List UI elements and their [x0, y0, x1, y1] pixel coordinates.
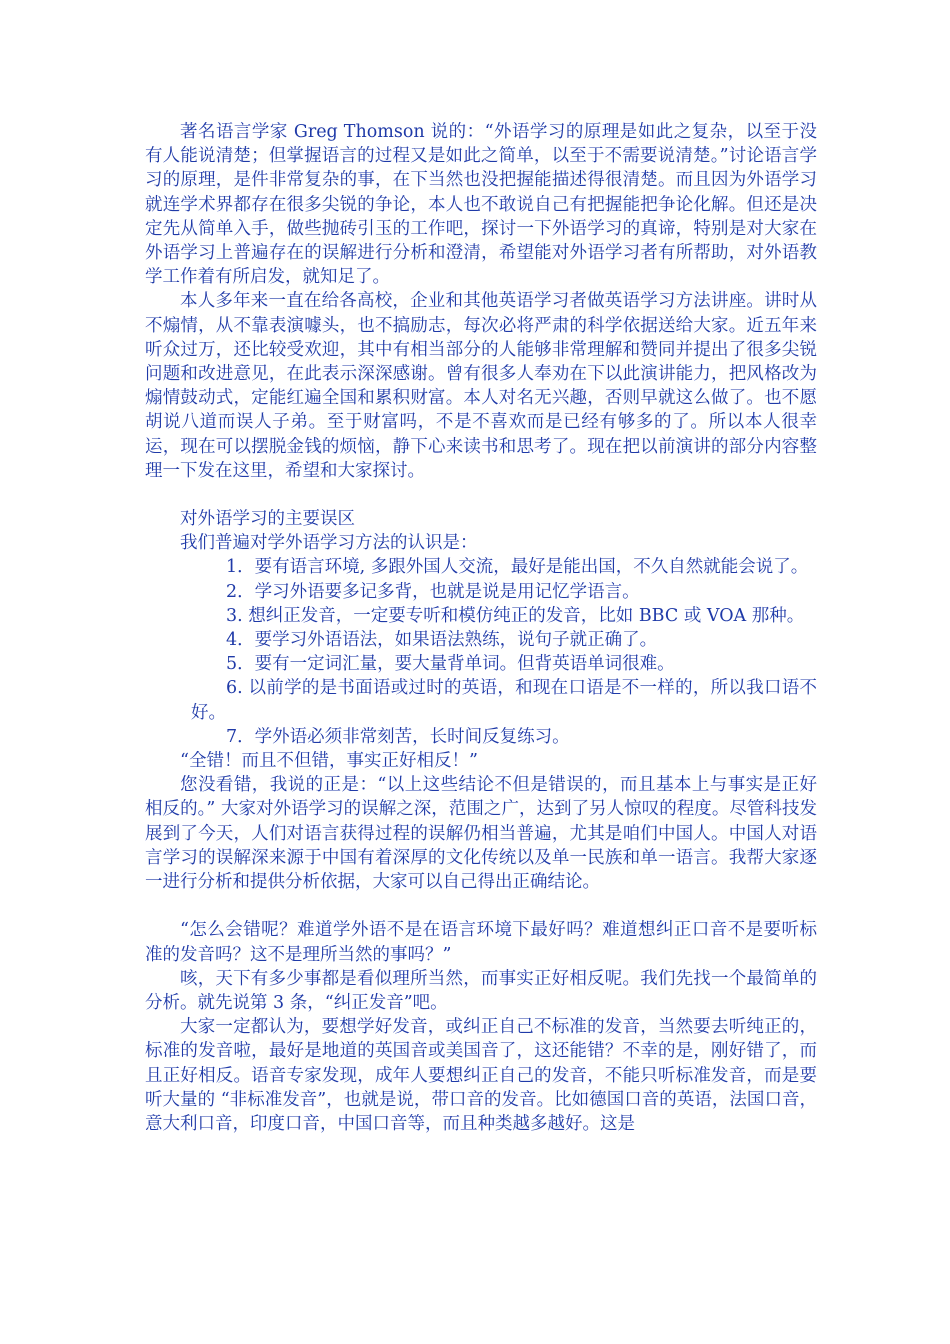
exclamation-paragraph: “全错！而且不但错，事实正好相反！” [180, 751, 478, 772]
list-item-6: 6. 以前学的是书面语或过时的英语，和现在口语是不一样的，所以我口语不好。 [191, 678, 817, 723]
list-item-4: 4．要学习外语语法，如果语法熟练，说句子就正确了。 [226, 630, 658, 651]
analysis-paragraph: 您没看错，我说的正是：“以上这些结论不但是错误的，而且基本上与事实是正好相反的。” 大家对外语学习的误解之深，范围之广，达到了另人惊叹的程度。尽管科技发展到了今天，人们对语言获得过程的误解仍相当普遍，尤其是咱们中国人。中国人对语言学习的误解深来源于中国有着深厚的文化传统以及单一民族和单一语言。我帮大家逐一进行分析和提供分析依据，大家可以自己得出正确结论。 [145, 775, 817, 893]
paragraph-gap [145, 894, 817, 918]
intro-paragraph-2: 本人多年来一直在给各高校，企业和其他英语学习者做英语学习方法讲座。讲时从不煽情，从不靠表演噱头，也不搞励志，每次必将严肃的科学依据送给大家。近五年来听众过万，还比较受欢迎，其中有相当部分的人能够非常理解和赞同并提出了很多尖锐问题和改进意见，在此表示深深感谢。曾有很多人奉劝在下以此演讲能力，把风格改为煽情鼓动式，定能红遍全国和累积财富。本人对名无兴趣，否则早就这么做了。也不愿胡说八道而误人子弟。至于财富吗，不是不喜欢而是已经有够多的了。所以本人很幸运，现在可以摆脱金钱的烦恼，静下心来读书和思考了。现在把以前演讲的部分内容整理一下发在这里，希望和大家探讨。 [145, 291, 817, 481]
document-page [145, 120, 817, 1136]
paragraph-gap [145, 483, 817, 507]
intro-paragraph-1: 著名语言学家 Greg Thomson 说的：“外语学习的原理是如此之复杂，以至于没有人能说清楚；但掌握语言的过程又是如此之简单，以至于不需要说清楚。”讨论语言学习的原理，是件非常复杂的事，在下当然也没把握能描述得很清楚。而且因为外语学习就连学术界都存在很多尖锐的争论，本人也不敢说自己有把握能把争论化解。但还是决定先从简单入手，做些抛砖引玉的工作吧，探讨一下外语学习的真谛，特别是对大家在外语学习上普遍存在的误解进行分析和澄清，希望能对外语学习者有所帮助，对外语教学工作着有所启发，就知足了。 [145, 122, 817, 288]
section-title: 对外语学习的主要误区 [180, 509, 355, 530]
question-paragraph: “怎么会错呢？难道学外语不是在语言环境下最好吗？难道想纠正口音不是要听标准的发音吗？这不是理所当然的事吗？” [145, 920, 817, 965]
list-item-3: 3. 想纠正发音，一定要专听和模仿纯正的发音，比如 BBC 或 VOA 那种。 [226, 605, 805, 626]
list-item-2: 2．学习外语要多记多背，也就是说是用记忆学语言。 [226, 581, 640, 602]
list-item-1: 1．要有语言环境, 多跟外国人交流，最好是能出国，不久自然就能会说了。 [226, 557, 809, 578]
list-item-7: 7．学外语必须非常刻苦，长时间反复练习。 [226, 726, 570, 747]
list-item-5: 5．要有一定词汇量，要大量背单词。但背英语单词很难。 [226, 654, 675, 675]
answer-paragraph: 咳，天下有多少事都是看似理所当然，而事实正好相反呢。我们先找一个最简单的分析。就先说第 3 条，“纠正发音”吧。 [145, 968, 817, 1013]
pronunciation-paragraph: 大家一定都认为，要想学好发音，或纠正自己不标准的发音，当然要去听纯正的，标准的发音啦，最好是地道的英国音或美国音了，这还能错？不幸的是，刚好错了，而且正好相反。语音专家发现，成年人要想纠正自己的发音，不能只听标准发音，而是要听大量的 “非标准发音”，也就是说，带口音的发音。比如德国口音的英语，法国口音，意大利口音，印度口音，中国口音等，而且种类越多越好。这是 [145, 1017, 817, 1134]
list-intro: 我们普遍对学外语学习方法的认识是： [180, 533, 478, 554]
